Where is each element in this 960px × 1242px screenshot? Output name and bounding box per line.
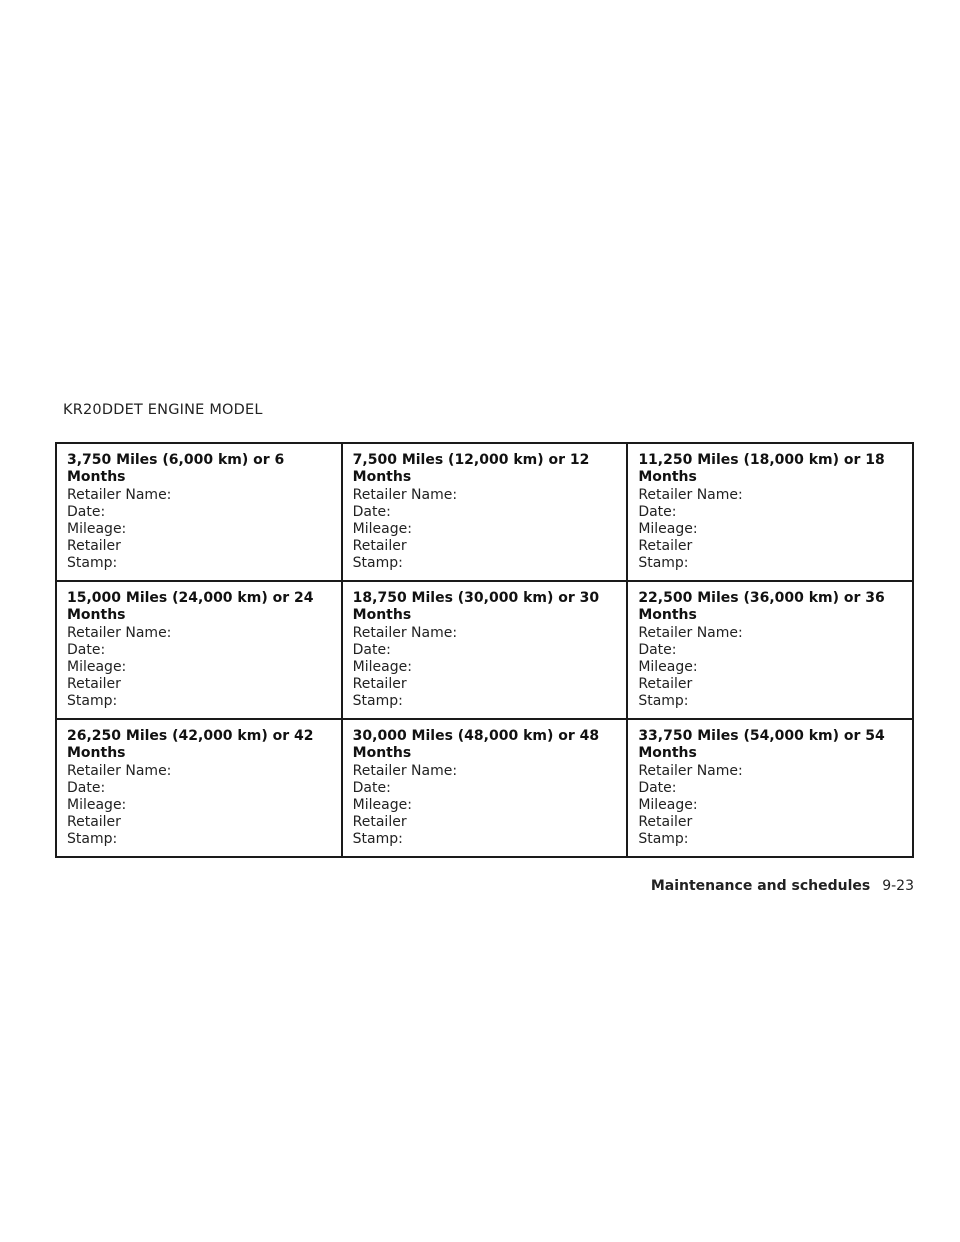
retailer-name-label: Retailer Name: xyxy=(638,763,743,779)
retailer-name-label: Retailer Name: xyxy=(67,625,172,641)
stamp-label: Stamp: xyxy=(67,831,118,847)
table-row xyxy=(56,719,913,857)
date-label: Date: xyxy=(638,780,677,796)
table-row xyxy=(56,581,913,719)
mileage-label: Mileage: xyxy=(638,797,698,813)
interval-heading: 3,750 Miles (6,000 km) or 6 Months xyxy=(67,452,285,485)
stamp-label: Stamp: xyxy=(67,693,118,709)
date-label: Date: xyxy=(67,780,106,796)
retailer-label: Retailer xyxy=(67,676,121,692)
maintenance-record-table xyxy=(55,442,914,858)
chapter-title: Maintenance and schedules xyxy=(650,878,871,894)
interval-heading: 26,250 Miles (42,000 km) or 42 Months xyxy=(67,728,314,761)
page-number: 9-23 xyxy=(882,878,914,894)
record-cell xyxy=(56,719,342,857)
retailer-name-label: Retailer Name: xyxy=(67,763,172,779)
date-label: Date: xyxy=(352,780,391,796)
date-label: Date: xyxy=(67,642,106,658)
record-cell xyxy=(627,719,913,857)
record-cell xyxy=(342,443,628,581)
retailer-label: Retailer xyxy=(352,538,407,554)
retailer-label: Retailer xyxy=(352,676,407,692)
date-label: Date: xyxy=(352,504,391,520)
retailer-name-label: Retailer Name: xyxy=(352,763,458,779)
retailer-name-label: Retailer Name: xyxy=(352,625,458,641)
retailer-label: Retailer xyxy=(67,814,121,830)
mileage-label: Mileage: xyxy=(67,659,127,675)
retailer-label: Retailer xyxy=(638,814,693,830)
mileage-label: Mileage: xyxy=(638,521,698,537)
mileage-label: Mileage: xyxy=(67,521,127,537)
interval-heading: 30,000 Miles (48,000 km) or 48 Months xyxy=(352,728,600,761)
retailer-label: Retailer xyxy=(638,676,693,692)
stamp-label: Stamp: xyxy=(638,693,689,709)
retailer-name-label: Retailer Name: xyxy=(638,487,743,503)
stamp-label: Stamp: xyxy=(352,555,403,571)
retailer-name-label: Retailer Name: xyxy=(638,625,743,641)
date-label: Date: xyxy=(638,642,677,658)
retailer-label: Retailer xyxy=(638,538,693,554)
stamp-label: Stamp: xyxy=(67,555,118,571)
date-label: Date: xyxy=(67,504,106,520)
interval-heading: 18,750 Miles (30,000 km) or 30 Months xyxy=(352,590,600,623)
retailer-label: Retailer xyxy=(352,814,407,830)
stamp-label: Stamp: xyxy=(638,555,689,571)
retailer-name-label: Retailer Name: xyxy=(67,487,172,503)
stamp-label: Stamp: xyxy=(352,693,403,709)
mileage-label: Mileage: xyxy=(67,797,127,813)
section-title: KR20DDET ENGINE MODEL xyxy=(63,402,263,418)
record-cell xyxy=(342,581,628,719)
date-label: Date: xyxy=(638,504,677,520)
interval-heading: 11,250 Miles (18,000 km) or 18 Months xyxy=(638,452,885,485)
interval-heading: 7,500 Miles (12,000 km) or 12 Months xyxy=(352,452,590,485)
mileage-label: Mileage: xyxy=(638,659,698,675)
record-cell xyxy=(56,443,342,581)
record-cell xyxy=(627,443,913,581)
table-row xyxy=(56,443,913,581)
page-footer xyxy=(651,878,914,894)
mileage-label: Mileage: xyxy=(352,659,412,675)
interval-heading: 33,750 Miles (54,000 km) or 54 Months xyxy=(638,728,885,761)
record-cell xyxy=(342,719,628,857)
interval-heading: 22,500 Miles (36,000 km) or 36 Months xyxy=(638,590,885,623)
interval-heading: 15,000 Miles (24,000 km) or 24 Months xyxy=(67,590,314,623)
record-cell xyxy=(627,581,913,719)
record-cell xyxy=(56,581,342,719)
date-label: Date: xyxy=(352,642,391,658)
mileage-label: Mileage: xyxy=(352,797,412,813)
stamp-label: Stamp: xyxy=(638,831,689,847)
mileage-label: Mileage: xyxy=(352,521,412,537)
retailer-label: Retailer xyxy=(67,538,121,554)
retailer-name-label: Retailer Name: xyxy=(352,487,458,503)
stamp-label: Stamp: xyxy=(352,831,403,847)
